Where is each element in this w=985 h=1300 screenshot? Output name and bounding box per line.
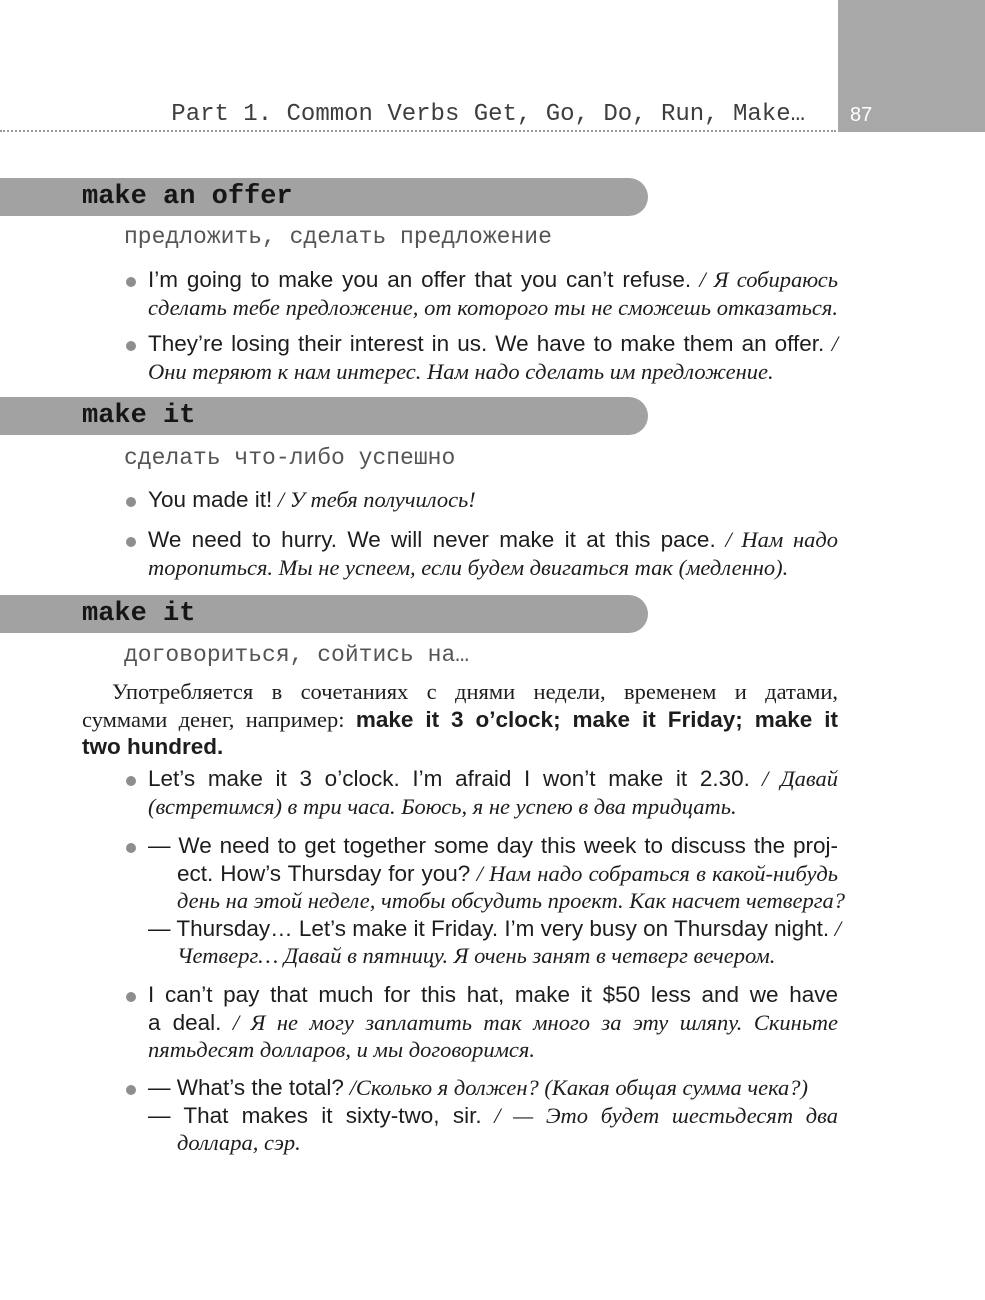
entry-phrase: make it	[82, 401, 196, 431]
english-text: — That makes it sixty-two, sir.	[148, 1102, 482, 1128]
russian-translation: пятьдесят долларов, и мы договоримся.	[148, 1037, 536, 1062]
entry-heading-bar	[0, 178, 648, 216]
russian-translation: (встретимся) в три часа. Боюсь, я не успею в два тридцать.	[148, 793, 737, 819]
russian-translation: / Нам надо собраться в какой-нибудь	[476, 860, 839, 886]
example-line	[148, 358, 838, 386]
example-line	[148, 1009, 838, 1037]
bullet-icon	[126, 277, 136, 287]
example-line	[148, 266, 838, 294]
russian-translation: / Я собираюсь	[699, 267, 839, 292]
example-item	[148, 981, 838, 1064]
usage-note-line	[82, 678, 838, 706]
example-line	[148, 765, 838, 793]
russian-translation: / Я не могу заплатить так много за эту шляпу. Скиньте	[232, 1009, 838, 1035]
example-item	[148, 526, 838, 581]
example-item	[148, 266, 838, 321]
running-title: Part 1. Common Verbs Get, Go, Do, Run, Make…	[171, 101, 805, 128]
bullet-icon	[126, 843, 136, 853]
example-line	[148, 294, 838, 322]
example-item	[148, 330, 838, 385]
usage-note-bold-examples: make it 3 o’clock; make it Friday; make it	[355, 706, 838, 732]
example-line	[148, 1036, 838, 1064]
russian-translation: Они теряют к нам интерес. Нам надо сделать им предложение.	[148, 358, 774, 384]
english-text: I can’t pay that much for this hat, make it $50 less and we have	[148, 982, 838, 1007]
usage-note-text: Употребляется в сочетаниях с днями недели, временем и датами,	[112, 679, 838, 704]
dialog-line	[148, 942, 838, 970]
usage-note-bold-examples: two hundred.	[82, 734, 224, 759]
bullet-icon	[126, 1085, 136, 1095]
bullet-icon	[126, 992, 136, 1002]
russian-translation: /	[831, 331, 839, 356]
example-item	[148, 486, 838, 514]
english-text: Let’s make it 3 o’clock. I’m afraid I won’t make it 2.30.	[148, 766, 750, 791]
usage-note-line	[82, 733, 838, 761]
bullet-icon	[126, 341, 136, 351]
english-text: a deal.	[148, 1009, 222, 1035]
usage-note-text: суммами денег, например:	[82, 706, 345, 732]
dialog-line	[148, 832, 838, 860]
english-text: ect. How’s Thursday for you?	[177, 860, 471, 886]
entry-phrase: make an offer	[82, 182, 293, 212]
example-line	[148, 330, 838, 358]
russian-translation: / Нам надо	[725, 527, 839, 552]
page-number-tab	[838, 0, 985, 132]
usage-note	[82, 678, 838, 761]
dialog-line	[148, 887, 846, 915]
russian-translation: / У тебя получилось!	[277, 487, 476, 512]
english-text: — We need to get together some day this week to discuss the proj-	[148, 833, 838, 858]
bullet-icon	[126, 776, 136, 786]
dialog-line	[148, 1102, 838, 1130]
dialog-line	[148, 1074, 838, 1102]
example-line	[148, 981, 838, 1009]
example-dialog	[148, 1074, 838, 1157]
english-text: I’m going to make you an offer that you can’t refuse.	[148, 267, 692, 292]
example-line	[148, 793, 838, 821]
russian-translation: доллара, сэр.	[177, 1130, 301, 1155]
dialog-line	[148, 915, 841, 943]
russian-translation: /Сколько я должен? (Какая общая сумма чека?)	[349, 1075, 809, 1100]
usage-note-line	[82, 706, 838, 734]
english-text: We need to hurry. We will never make it at this pace.	[148, 527, 716, 552]
english-text: — Thursday… Let’s make it Friday. I’m very busy on Thursday night.	[148, 915, 830, 941]
entry-heading-bar	[0, 595, 648, 633]
russian-translation: / — Это будет шестьдесят два	[494, 1102, 839, 1128]
russian-translation: сделать тебе предложение, от которого ты не сможешь отказаться.	[148, 294, 838, 320]
example-line	[148, 526, 838, 554]
russian-translation: Четверг… Давай в пятницу. Я очень занят в четверг вечером.	[177, 943, 776, 968]
dialog-line	[148, 1129, 838, 1157]
entry-heading-bar	[0, 397, 648, 435]
dialog-line	[148, 860, 838, 888]
page-number: 87	[850, 104, 873, 126]
example-dialog	[148, 832, 846, 970]
russian-translation: / Давай	[762, 766, 839, 791]
russian-translation: день на этой неделе, чтобы обсудить проект. Как насчет четверга?	[177, 888, 846, 913]
entry-translation: сделать что-либо успешно	[124, 445, 456, 471]
bullet-icon	[126, 537, 136, 547]
example-line	[148, 554, 838, 582]
example-line	[148, 486, 838, 514]
russian-translation: /	[834, 915, 841, 941]
english-text: They’re losing their interest in us. We have to make them an offer.	[148, 331, 825, 356]
english-text: — What’s the total?	[148, 1075, 344, 1100]
header-dotted-rule	[0, 130, 836, 132]
bullet-icon	[126, 497, 136, 507]
entry-translation: предложить, сделать предложение	[124, 224, 552, 250]
entry-translation: договориться, сойтись на…	[124, 642, 470, 668]
example-item	[148, 765, 838, 820]
english-text: You made it!	[148, 487, 273, 512]
entry-phrase: make it	[82, 599, 196, 629]
russian-translation: торопиться. Мы не успеем, если будем двигаться так (медленно).	[148, 554, 789, 580]
